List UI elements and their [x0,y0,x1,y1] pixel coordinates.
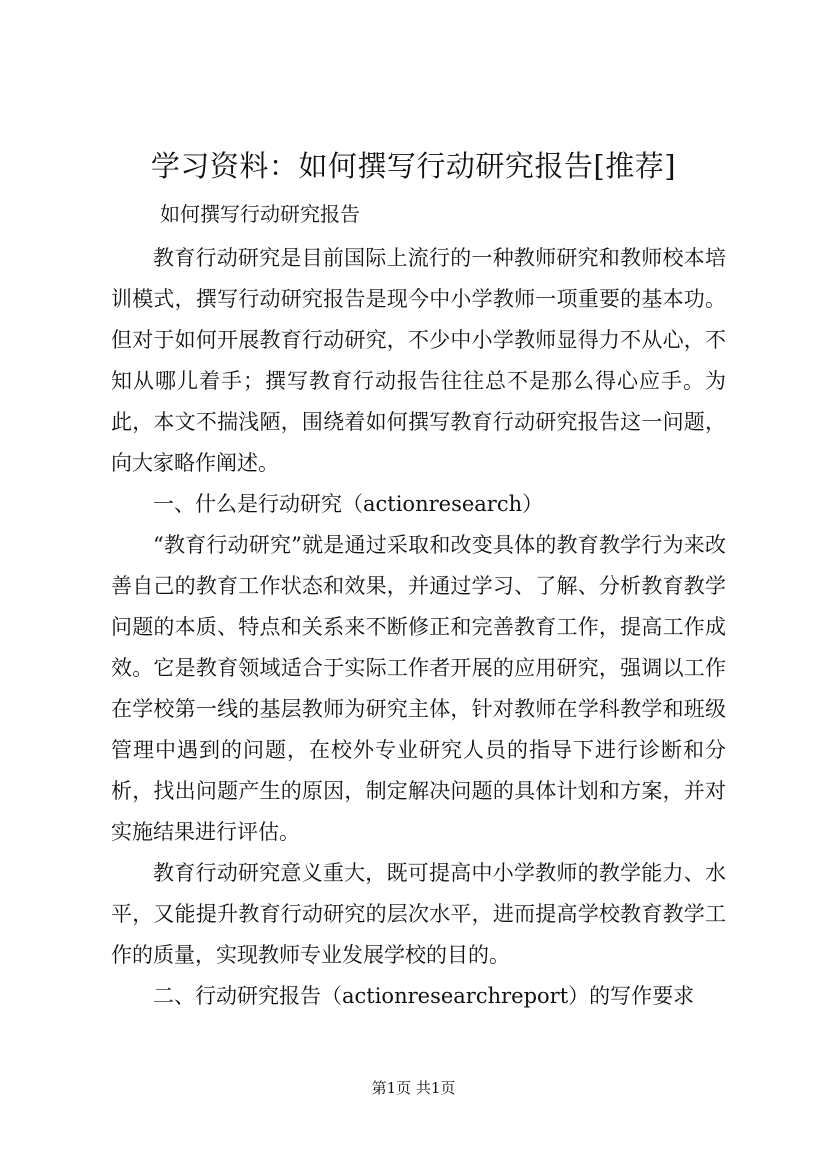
document-subtitle: 如何撰写行动研究报告 [160,202,360,226]
section-heading-2: 二、行动研究报告（actionresearchreport）的写作要求 [153,984,695,1008]
document-title: 学习资料：如何撰写行动研究报告[推荐] [150,149,677,183]
page-footer: 第1页 共1页 [371,1079,456,1097]
paragraph-definition: “教育行动研究”就是通过采取和改变具体的教育教学行为来改善自己的教育工作状态和效果，并通过学习、了解、分析教育教学问题的本质、特点和关系来不断修正和完善教育工作，提高工作成效。它是教育领域适合于实际工作者开展的应用研究，强调以工作在学校第一线的基层教师为研究主体，针对教师在学科教学和班级管理中遇到的问题，在校外专业研究人员的指导下进行诊断和分析，找出问题产生的原因，制定解决问题的具体计划和方案，并对实施结果进行评估。 [111,533,726,844]
paragraph-intro: 教育行动研究是目前国际上流行的一种教师研究和教师校本培训模式，撰写行动研究报告是现今中小学教师一项重要的基本功。但对于如何开展教育行动研究，不少中小学教师显得力不从心，不知从哪儿着手；撰写教育行动报告往往总不是那么得心应手。为此，本文不揣浅陋，围绕着如何撰写教育行动研究报告这一问题，向大家略作阐述。 [111,246,726,475]
section-heading-1: 一、什么是行动研究（actionresearch） [153,492,544,516]
document-body [111,238,726,1017]
paragraph-significance: 教育行动研究意义重大，既可提高中小学教师的教学能力、水平，又能提升教育行动研究的层次水平，进而提高学校教育教学工作的质量，实现教师专业发展学校的目的。 [111,861,726,967]
